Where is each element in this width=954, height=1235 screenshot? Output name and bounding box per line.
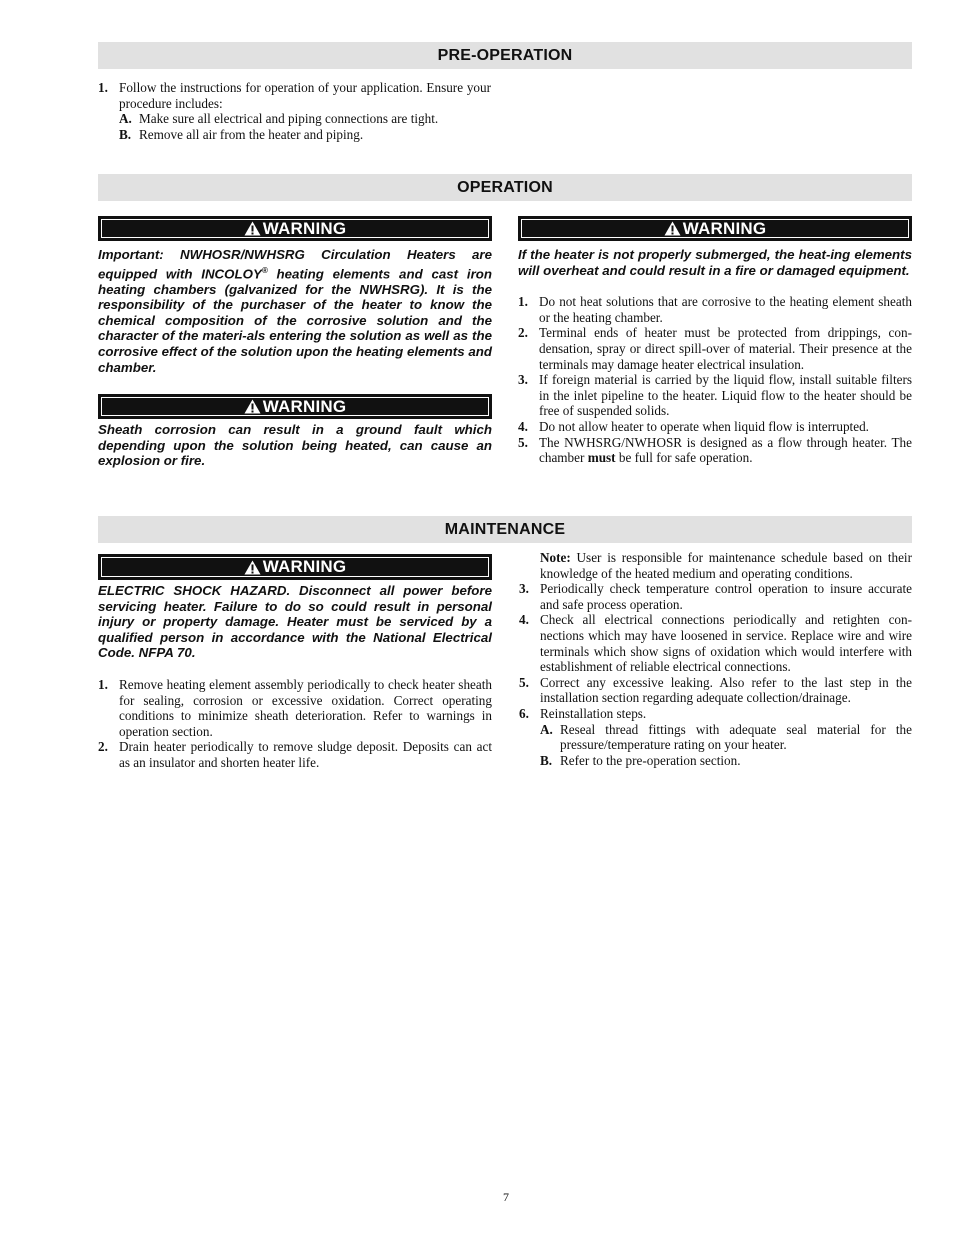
operation-left-column (98, 216, 492, 469)
sub-item: A. Make sure all electrical and piping connections are tight. (119, 111, 439, 127)
list-item: 5. The NWHSRG/NWHOSR is designed as a flow through heater. The chamber must be full for safe operation. (518, 434, 912, 466)
warning-banner (518, 216, 912, 241)
warning-text: If the heater is not properly submerged, the heat-ing elements will overheat and could result in a fire or damaged equipment. (518, 247, 912, 278)
list-item: 5. Correct any excessive leaking. Also refer to the last step in the installation section regarding adequate collection/drainage. (519, 674, 912, 706)
maintenance-note: Note: User is responsible for maintenance schedule based on their knowledge of the heated medium and operating conditions. (540, 550, 912, 581)
list-item: 2. Terminal ends of heater must be protected from drippings, con-densation, spray or direct spill-over of material. Their presence at the terminals may damage heater electrical insulation. (518, 325, 912, 372)
warning-label: WARNING (262, 218, 347, 238)
pre-operation-header: PRE-OPERATION (98, 42, 912, 69)
warning-triangle-icon (244, 221, 261, 236)
maintenance-list (519, 581, 912, 768)
maintenance-list (98, 677, 492, 771)
list-item: 2. Drain heater periodically to remove sludge deposit. Deposits can act as an insulator and shorten heater life. (98, 739, 492, 770)
maintenance-right-column (519, 550, 912, 768)
warning-label: WARNING (682, 218, 767, 238)
maintenance-header: MAINTENANCE (98, 516, 912, 543)
pre-operation-content (98, 80, 491, 142)
warning-label: WARNING (262, 557, 347, 577)
warning-triangle-icon (244, 560, 261, 575)
sub-item: A. Reseal thread fittings with adequate seal material for the pressure/temperature rating on your heater. (540, 721, 912, 753)
warning-banner (98, 554, 492, 580)
warning-label: WARNING (262, 396, 347, 416)
maintenance-left-column (98, 554, 492, 771)
warning-text: ELECTRIC SHOCK HAZARD. Disconnect all power before servicing heater. Failure to do so could result in personal injury or property damage. Heater must be serviced by a qualified person in accordance with the National Electrical Code. NFPA 70. (98, 583, 492, 661)
list-item: 6. Reinstallation steps. A. Reseal thread fittings with adequate seal material for the pressure/temperature rating on your heater. B. Refer to the pre-operation section. (519, 705, 912, 768)
operation-list (518, 294, 912, 466)
list-item: 1. Remove heating element assembly periodically to check heater sheath for sealing, corrosion or excessive oxidation. Correct operating conditions to minimize sheath deterioration. Refer to warnings in operation section. (98, 676, 492, 739)
operation-right-column (518, 216, 912, 466)
warning-banner (98, 216, 492, 241)
list-item: 4. Check all electrical connections periodically and retighten con-nections which may have loosened in service. Replace wire and wire terminals which show signs of oxidation which would interfere with establishment of reliable electrical connections. (519, 612, 912, 675)
warning-text: Sheath corrosion can result in a ground fault which depending upon the solution being heated, can cause an explosion or fire. (98, 422, 492, 469)
list-item: 1. Follow the instructions for operation of your application. Ensure your procedure includes: A. Make sure all electrical and piping connections are tight. B. Remove all air from the heater and piping. (98, 80, 491, 142)
operation-header: OPERATION (98, 174, 912, 201)
warning-banner (98, 394, 492, 419)
list-item: 3. If foreign material is carried by the liquid flow, install suitable filters in the inlet pipeline to the heater. Liquid flow to the heater should be free of suspended solids. (518, 372, 912, 419)
warning-triangle-icon (664, 221, 681, 236)
sub-item: B. Refer to the pre-operation section. (540, 752, 741, 768)
warning-triangle-icon (244, 399, 261, 414)
sub-item: B. Remove all air from the heater and piping. (119, 126, 364, 142)
page-number: 7 (503, 1190, 509, 1204)
list-item: 1. Do not heat solutions that are corrosive to the heating element sheath or the heating chamber. (518, 294, 912, 325)
warning-text: Important: NWHOSR/NWHSRG Circulation Heaters are equipped with INCOLOY® heating elements and cast iron heating chambers (galvanized for the NWHSRG). It is the responsibility of the purchaser of the heater to know the chemical composition of the corrosive solution and the character of the materi-als entering the solution as well as the corrosive effect of the solution upon the heating elements and chamber. (98, 247, 492, 375)
list-item: 4. Do not allow heater to operate when liquid flow is interrupted. (518, 418, 869, 434)
list-item: 3. Periodically check temperature control operation to insure accurate and safe process operation. (519, 581, 912, 612)
